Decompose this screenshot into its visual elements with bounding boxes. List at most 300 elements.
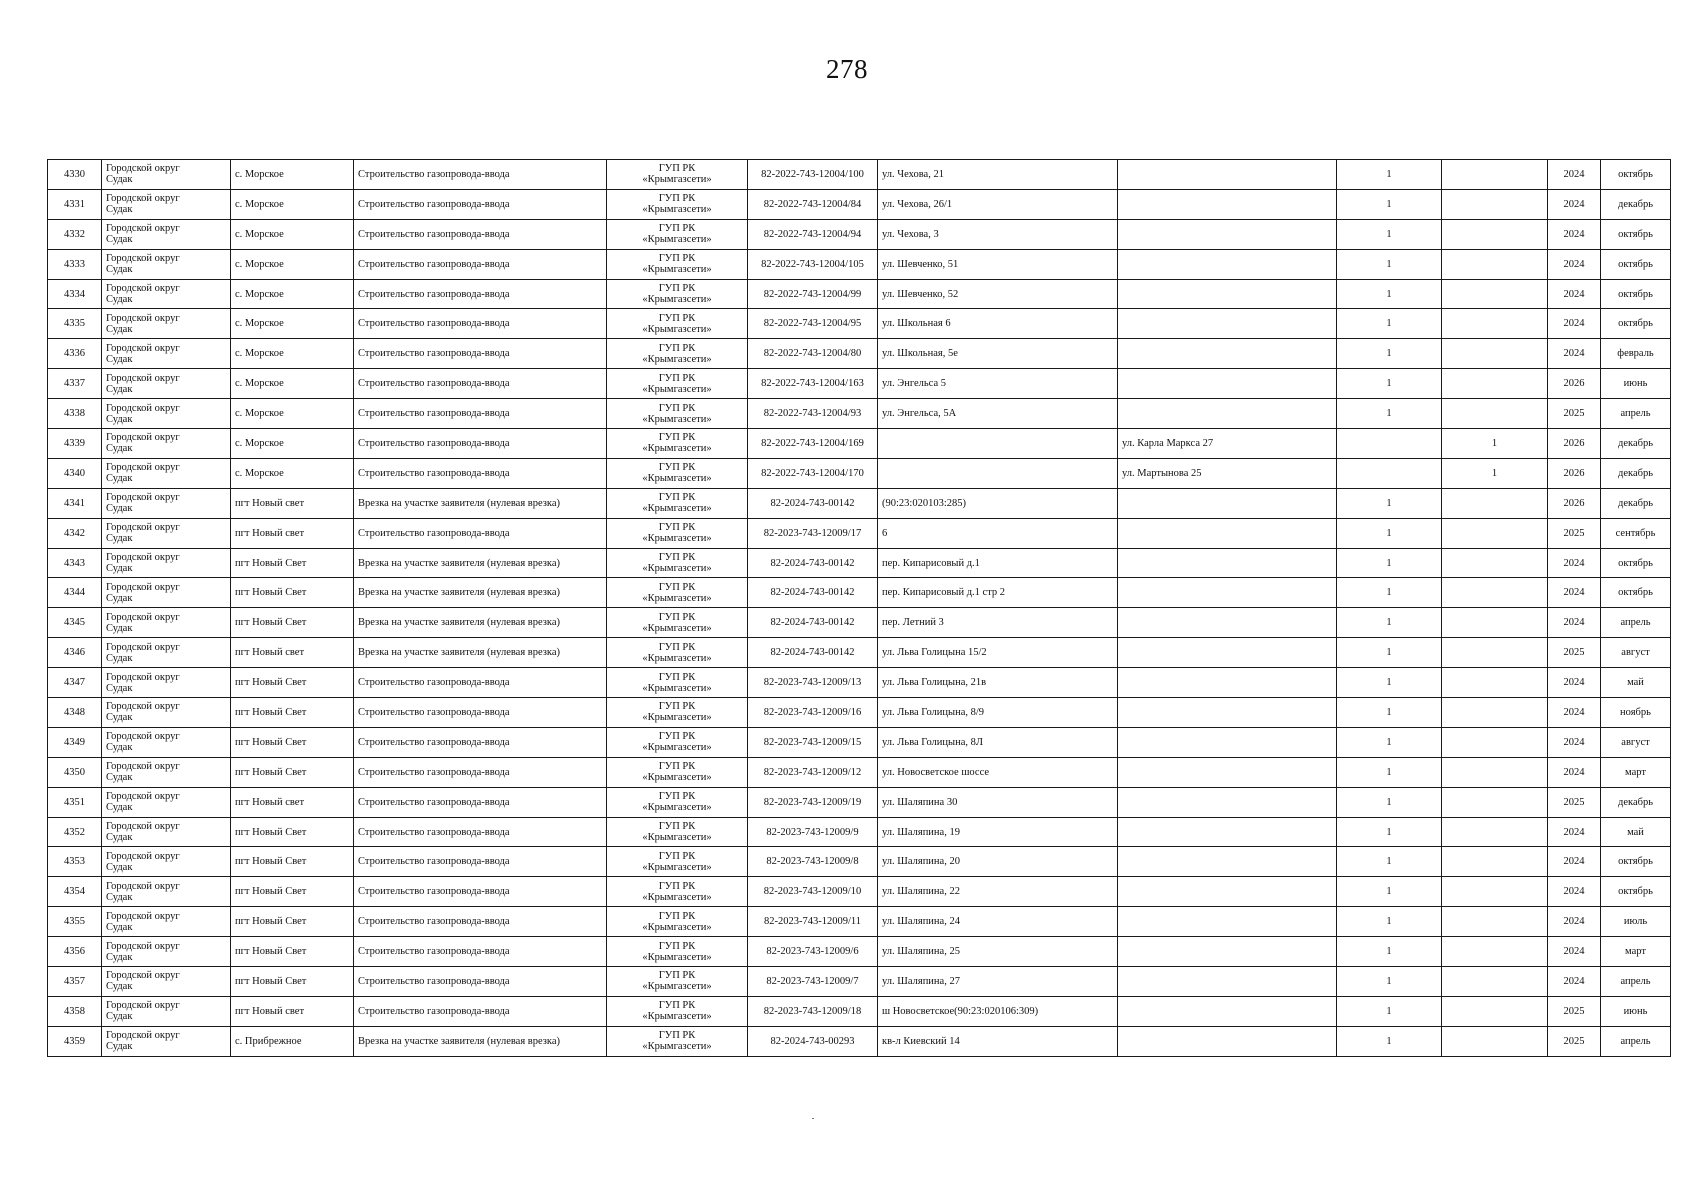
work-type-cell: Врезка на участке заявителя (нулевая врезка) <box>354 548 607 578</box>
year-cell: 2024 <box>1548 608 1601 638</box>
table-row <box>48 488 1671 518</box>
contract-code-cell: 82-2022-743-12004/170 <box>748 458 878 488</box>
month-cell: октябрь <box>1601 160 1671 190</box>
district-line: Городской округ <box>106 253 180 265</box>
table-row <box>48 608 1671 638</box>
address-alt-cell <box>1118 907 1337 937</box>
organization-cell <box>607 1026 748 1056</box>
work-type-cell: Строительство газопровода-ввода <box>354 249 607 279</box>
address-cell <box>878 429 1118 459</box>
district-line: Городской округ <box>106 581 180 593</box>
table-row <box>48 189 1671 219</box>
count-alt-cell <box>1442 279 1548 309</box>
count-cell: 1 <box>1337 727 1442 757</box>
organization-line: «Крымгазсети» <box>642 413 712 425</box>
count-cell: 1 <box>1337 937 1442 967</box>
year-cell: 2024 <box>1548 668 1601 698</box>
registry-body <box>48 160 1671 1057</box>
address-alt-cell <box>1118 518 1337 548</box>
organization-line: «Крымгазсети» <box>642 592 712 604</box>
table-row <box>48 817 1671 847</box>
year-cell: 2024 <box>1548 847 1601 877</box>
district-cell <box>102 847 231 877</box>
work-type-cell: Строительство газопровода-ввода <box>354 429 607 459</box>
table-row <box>48 727 1671 757</box>
organization-cell <box>607 608 748 638</box>
count-alt-cell <box>1442 847 1548 877</box>
organization-line: «Крымгазсети» <box>642 323 712 335</box>
locality-cell: пгт Новый Свет <box>231 937 354 967</box>
organization-cell <box>607 996 748 1026</box>
count-cell: 1 <box>1337 877 1442 907</box>
row-number-cell: 4347 <box>48 668 102 698</box>
month-cell: октябрь <box>1601 847 1671 877</box>
district-line: Судак <box>106 891 133 903</box>
count-alt-cell <box>1442 488 1548 518</box>
row-number-cell: 4349 <box>48 727 102 757</box>
district-line: Судак <box>106 682 133 694</box>
district-cell <box>102 877 231 907</box>
count-alt-cell <box>1442 399 1548 429</box>
month-cell: октябрь <box>1601 309 1671 339</box>
address-alt-cell <box>1118 578 1337 608</box>
month-cell: июнь <box>1601 369 1671 399</box>
district-cell <box>102 817 231 847</box>
district-line: Судак <box>106 981 133 993</box>
table-row <box>48 160 1671 190</box>
work-type-cell: Врезка на участке заявителя (нулевая врезка) <box>354 488 607 518</box>
organization-line: «Крымгазсети» <box>642 383 712 395</box>
address-alt-cell <box>1118 279 1337 309</box>
district-cell <box>102 548 231 578</box>
address-alt-cell <box>1118 698 1337 728</box>
year-cell: 2024 <box>1548 339 1601 369</box>
locality-cell: пгт Новый Свет <box>231 967 354 997</box>
district-line: Судак <box>106 772 133 784</box>
table-row <box>48 578 1671 608</box>
row-number-cell: 4331 <box>48 189 102 219</box>
address-cell: 6 <box>878 518 1118 548</box>
organization-line: ГУП РК <box>658 492 696 504</box>
organization-line: «Крымгазсети» <box>642 443 712 455</box>
district-line: Судак <box>106 234 133 246</box>
district-line: Судак <box>106 533 133 545</box>
row-number-cell: 4350 <box>48 757 102 787</box>
month-cell: октябрь <box>1601 219 1671 249</box>
address-cell: ул. Шевченко, 51 <box>878 249 1118 279</box>
district-cell <box>102 907 231 937</box>
year-cell: 2024 <box>1548 757 1601 787</box>
district-cell <box>102 996 231 1026</box>
count-cell: 1 <box>1337 967 1442 997</box>
contract-code-cell: 82-2022-743-12004/94 <box>748 219 878 249</box>
district-line: Судак <box>106 622 133 634</box>
organization-cell <box>607 937 748 967</box>
table-row <box>48 877 1671 907</box>
organization-line: «Крымгазсети» <box>642 832 712 844</box>
address-alt-cell <box>1118 996 1337 1026</box>
year-cell: 2024 <box>1548 160 1601 190</box>
locality-cell: пгт Новый Свет <box>231 877 354 907</box>
address-alt-cell <box>1118 668 1337 698</box>
address-cell: ул. Шаляпина, 27 <box>878 967 1118 997</box>
count-cell: 1 <box>1337 339 1442 369</box>
count-alt-cell <box>1442 757 1548 787</box>
scan-speck <box>812 1118 814 1119</box>
count-alt-cell <box>1442 548 1548 578</box>
organization-line: «Крымгазсети» <box>642 204 712 216</box>
year-cell: 2026 <box>1548 429 1601 459</box>
address-alt-cell <box>1118 399 1337 429</box>
district-line: Судак <box>106 174 133 186</box>
organization-line: ГУП РК <box>658 791 696 803</box>
row-number-cell: 4355 <box>48 907 102 937</box>
organization-line: ГУП РК <box>658 312 696 324</box>
district-line: Городской округ <box>106 342 180 354</box>
month-cell: ноябрь <box>1601 698 1671 728</box>
month-cell: октябрь <box>1601 578 1671 608</box>
address-cell: ул. Шаляпина, 19 <box>878 817 1118 847</box>
organization-line: ГУП РК <box>658 163 696 175</box>
district-line: Судак <box>106 563 133 575</box>
table-row <box>48 907 1671 937</box>
count-cell: 1 <box>1337 219 1442 249</box>
organization-line: ГУП РК <box>658 940 696 952</box>
organization-line: ГУП РК <box>658 880 696 892</box>
district-line: Судак <box>106 832 133 844</box>
table-row <box>48 458 1671 488</box>
district-line: Судак <box>106 921 133 933</box>
organization-line: «Крымгазсети» <box>642 682 712 694</box>
district-cell <box>102 727 231 757</box>
address-alt-cell <box>1118 249 1337 279</box>
month-cell: октябрь <box>1601 249 1671 279</box>
count-cell: 1 <box>1337 160 1442 190</box>
district-line: Судак <box>106 951 133 963</box>
month-cell: апрель <box>1601 967 1671 997</box>
month-cell: декабрь <box>1601 458 1671 488</box>
count-cell: 1 <box>1337 608 1442 638</box>
count-alt-cell <box>1442 189 1548 219</box>
district-line: Городской округ <box>106 1030 180 1042</box>
organization-cell <box>607 160 748 190</box>
district-line: Городской округ <box>106 641 180 653</box>
table-row <box>48 219 1671 249</box>
organization-line: «Крымгазсети» <box>642 353 712 365</box>
organization-line: «Крымгазсети» <box>642 802 712 814</box>
address-cell: ш Новосветское(90:23:020106:309) <box>878 996 1118 1026</box>
organization-line: ГУП РК <box>658 1000 696 1012</box>
work-type-cell: Строительство газопровода-ввода <box>354 698 607 728</box>
organization-line: «Крымгазсети» <box>642 772 712 784</box>
address-alt-cell <box>1118 757 1337 787</box>
month-cell: апрель <box>1601 399 1671 429</box>
contract-code-cell: 82-2023-743-12009/16 <box>748 698 878 728</box>
organization-line: «Крымгазсети» <box>642 861 712 873</box>
organization-cell <box>607 907 748 937</box>
contract-code-cell: 82-2023-743-12009/15 <box>748 727 878 757</box>
locality-cell: пгт Новый Свет <box>231 817 354 847</box>
district-line: Судак <box>106 1041 133 1053</box>
locality-cell: пгт Новый Свет <box>231 757 354 787</box>
address-alt-cell <box>1118 727 1337 757</box>
table-row <box>48 369 1671 399</box>
count-cell: 1 <box>1337 1026 1442 1056</box>
count-alt-cell <box>1442 638 1548 668</box>
organization-line: ГУП РК <box>658 432 696 444</box>
contract-code-cell: 82-2022-743-12004/100 <box>748 160 878 190</box>
contract-code-cell: 82-2022-743-12004/80 <box>748 339 878 369</box>
address-alt-cell: ул. Мартынова 25 <box>1118 458 1337 488</box>
year-cell: 2024 <box>1548 189 1601 219</box>
organization-line: ГУП РК <box>658 282 696 294</box>
row-number-cell: 4352 <box>48 817 102 847</box>
address-alt-cell <box>1118 369 1337 399</box>
work-type-cell: Строительство газопровода-ввода <box>354 787 607 817</box>
address-alt-cell <box>1118 608 1337 638</box>
year-cell: 2025 <box>1548 638 1601 668</box>
organization-line: «Крымгазсети» <box>642 981 712 993</box>
organization-line: «Крымгазсети» <box>642 563 712 575</box>
table-row <box>48 967 1671 997</box>
organization-line: ГУП РК <box>658 1030 696 1042</box>
address-cell: пер. Кипарисовый д.1 стр 2 <box>878 578 1118 608</box>
address-cell: ул. Шаляпина, 24 <box>878 907 1118 937</box>
address-alt-cell <box>1118 219 1337 249</box>
locality-cell: пгт Новый свет <box>231 787 354 817</box>
organization-cell <box>607 458 748 488</box>
district-line: Городской округ <box>106 282 180 294</box>
district-line: Судак <box>106 802 133 814</box>
district-line: Городской округ <box>106 193 180 205</box>
address-cell: ул. Шевченко, 52 <box>878 279 1118 309</box>
district-cell <box>102 488 231 518</box>
locality-cell: с. Прибрежное <box>231 1026 354 1056</box>
row-number-cell: 4345 <box>48 608 102 638</box>
address-cell: ул. Льва Голицына 15/2 <box>878 638 1118 668</box>
district-line: Городской округ <box>106 671 180 683</box>
district-line: Городской округ <box>106 761 180 773</box>
organization-cell <box>607 847 748 877</box>
work-type-cell: Строительство газопровода-ввода <box>354 907 607 937</box>
organization-cell <box>607 698 748 728</box>
count-alt-cell <box>1442 518 1548 548</box>
contract-code-cell: 82-2022-743-12004/95 <box>748 309 878 339</box>
address-cell: ул. Школьная, 5е <box>878 339 1118 369</box>
organization-line: «Крымгазсети» <box>642 234 712 246</box>
table-row <box>48 309 1671 339</box>
year-cell: 2024 <box>1548 817 1601 847</box>
organization-line: ГУП РК <box>658 970 696 982</box>
district-cell <box>102 219 231 249</box>
month-cell: февраль <box>1601 339 1671 369</box>
month-cell: март <box>1601 757 1671 787</box>
contract-code-cell: 82-2023-743-12009/13 <box>748 668 878 698</box>
district-line: Судак <box>106 503 133 515</box>
organization-line: ГУП РК <box>658 731 696 743</box>
address-cell: пер. Кипарисовый д.1 <box>878 548 1118 578</box>
organization-line: «Крымгазсети» <box>642 1011 712 1023</box>
month-cell: декабрь <box>1601 429 1671 459</box>
locality-cell: пгт Новый Свет <box>231 698 354 728</box>
organization-cell <box>607 877 748 907</box>
organization-line: ГУП РК <box>658 223 696 235</box>
locality-cell: с. Морское <box>231 160 354 190</box>
organization-line: ГУП РК <box>658 253 696 265</box>
count-cell: 1 <box>1337 996 1442 1026</box>
table-row <box>48 279 1671 309</box>
address-alt-cell <box>1118 847 1337 877</box>
contract-code-cell: 82-2023-743-12009/18 <box>748 996 878 1026</box>
work-type-cell: Строительство газопровода-ввода <box>354 219 607 249</box>
locality-cell: с. Морское <box>231 369 354 399</box>
count-alt-cell <box>1442 339 1548 369</box>
contract-code-cell: 82-2022-743-12004/169 <box>748 429 878 459</box>
locality-cell: с. Морское <box>231 249 354 279</box>
work-type-cell: Строительство газопровода-ввода <box>354 757 607 787</box>
row-number-cell: 4343 <box>48 548 102 578</box>
count-cell <box>1337 458 1442 488</box>
contract-code-cell: 82-2023-743-12009/17 <box>748 518 878 548</box>
address-cell <box>878 458 1118 488</box>
district-cell <box>102 608 231 638</box>
address-alt-cell <box>1118 339 1337 369</box>
district-cell <box>102 578 231 608</box>
district-line: Судак <box>106 264 133 276</box>
organization-line: «Крымгазсети» <box>642 473 712 485</box>
count-cell: 1 <box>1337 249 1442 279</box>
district-line: Судак <box>106 742 133 754</box>
row-number-cell: 4353 <box>48 847 102 877</box>
organization-cell <box>607 967 748 997</box>
organization-line: «Крымгазсети» <box>642 174 712 186</box>
work-type-cell: Строительство газопровода-ввода <box>354 160 607 190</box>
work-type-cell: Строительство газопровода-ввода <box>354 518 607 548</box>
address-cell: ул. Шаляпина, 20 <box>878 847 1118 877</box>
address-cell: ул. Чехова, 26/1 <box>878 189 1118 219</box>
row-number-cell: 4341 <box>48 488 102 518</box>
district-line: Судак <box>106 383 133 395</box>
contract-code-cell: 82-2022-743-12004/99 <box>748 279 878 309</box>
count-alt-cell <box>1442 967 1548 997</box>
year-cell: 2024 <box>1548 548 1601 578</box>
district-cell <box>102 458 231 488</box>
count-cell: 1 <box>1337 698 1442 728</box>
organization-cell <box>607 429 748 459</box>
district-line: Судак <box>106 473 133 485</box>
table-row <box>48 787 1671 817</box>
district-line: Городской округ <box>106 462 180 474</box>
contract-code-cell: 82-2024-743-00142 <box>748 608 878 638</box>
locality-cell: пгт Новый Свет <box>231 608 354 638</box>
month-cell: июнь <box>1601 996 1671 1026</box>
count-cell <box>1337 429 1442 459</box>
organization-line: «Крымгазсети» <box>642 891 712 903</box>
district-line: Городской округ <box>106 1000 180 1012</box>
district-line: Судак <box>106 592 133 604</box>
locality-cell: с. Морское <box>231 399 354 429</box>
organization-line: «Крымгазсети» <box>642 951 712 963</box>
district-cell <box>102 757 231 787</box>
locality-cell: пгт Новый свет <box>231 488 354 518</box>
count-alt-cell <box>1442 996 1548 1026</box>
district-line: Судак <box>106 861 133 873</box>
count-alt-cell: 1 <box>1442 429 1548 459</box>
work-type-cell: Врезка на участке заявителя (нулевая врезка) <box>354 1026 607 1056</box>
table-row <box>48 638 1671 668</box>
district-line: Городской округ <box>106 522 180 534</box>
year-cell: 2026 <box>1548 458 1601 488</box>
organization-line: ГУП РК <box>658 522 696 534</box>
organization-cell <box>607 787 748 817</box>
district-cell <box>102 309 231 339</box>
table-row <box>48 996 1671 1026</box>
count-cell: 1 <box>1337 488 1442 518</box>
count-cell: 1 <box>1337 309 1442 339</box>
organization-line: «Крымгазсети» <box>642 533 712 545</box>
locality-cell: пгт Новый Свет <box>231 668 354 698</box>
table-row <box>48 429 1671 459</box>
count-alt-cell <box>1442 160 1548 190</box>
organization-line: «Крымгазсети» <box>642 712 712 724</box>
district-line: Судак <box>106 353 133 365</box>
district-line: Судак <box>106 443 133 455</box>
district-line: Судак <box>106 323 133 335</box>
row-number-cell: 4335 <box>48 309 102 339</box>
district-line: Городской округ <box>106 312 180 324</box>
contract-code-cell: 82-2023-743-12009/19 <box>748 787 878 817</box>
table-row <box>48 339 1671 369</box>
contract-code-cell: 82-2022-743-12004/105 <box>748 249 878 279</box>
locality-cell: пгт Новый Свет <box>231 907 354 937</box>
work-type-cell: Строительство газопровода-ввода <box>354 967 607 997</box>
address-cell: ул. Энгельса 5 <box>878 369 1118 399</box>
district-cell <box>102 279 231 309</box>
work-type-cell: Строительство газопровода-ввода <box>354 877 607 907</box>
organization-line: ГУП РК <box>658 701 696 713</box>
year-cell: 2024 <box>1548 578 1601 608</box>
address-alt-cell <box>1118 189 1337 219</box>
organization-cell <box>607 339 748 369</box>
organization-line: ГУП РК <box>658 850 696 862</box>
district-line: Судак <box>106 294 133 305</box>
district-cell <box>102 518 231 548</box>
table-row <box>48 847 1671 877</box>
contract-code-cell: 82-2023-743-12009/12 <box>748 757 878 787</box>
count-cell: 1 <box>1337 399 1442 429</box>
table-row <box>48 668 1671 698</box>
district-cell <box>102 638 231 668</box>
locality-cell: пгт Новый свет <box>231 518 354 548</box>
organization-cell <box>607 817 748 847</box>
address-cell: (90:23:020103:285) <box>878 488 1118 518</box>
month-cell: декабрь <box>1601 189 1671 219</box>
district-cell <box>102 249 231 279</box>
contract-code-cell: 82-2022-743-12004/84 <box>748 189 878 219</box>
year-cell: 2024 <box>1548 698 1601 728</box>
organization-cell <box>607 578 748 608</box>
count-alt-cell <box>1442 219 1548 249</box>
year-cell: 2024 <box>1548 907 1601 937</box>
work-type-cell: Строительство газопровода-ввода <box>354 937 607 967</box>
count-alt-cell <box>1442 698 1548 728</box>
work-type-cell: Строительство газопровода-ввода <box>354 668 607 698</box>
address-alt-cell <box>1118 488 1337 518</box>
count-alt-cell <box>1442 369 1548 399</box>
month-cell: октябрь <box>1601 877 1671 907</box>
address-alt-cell: ул. Карла Маркса 27 <box>1118 429 1337 459</box>
district-cell <box>102 967 231 997</box>
